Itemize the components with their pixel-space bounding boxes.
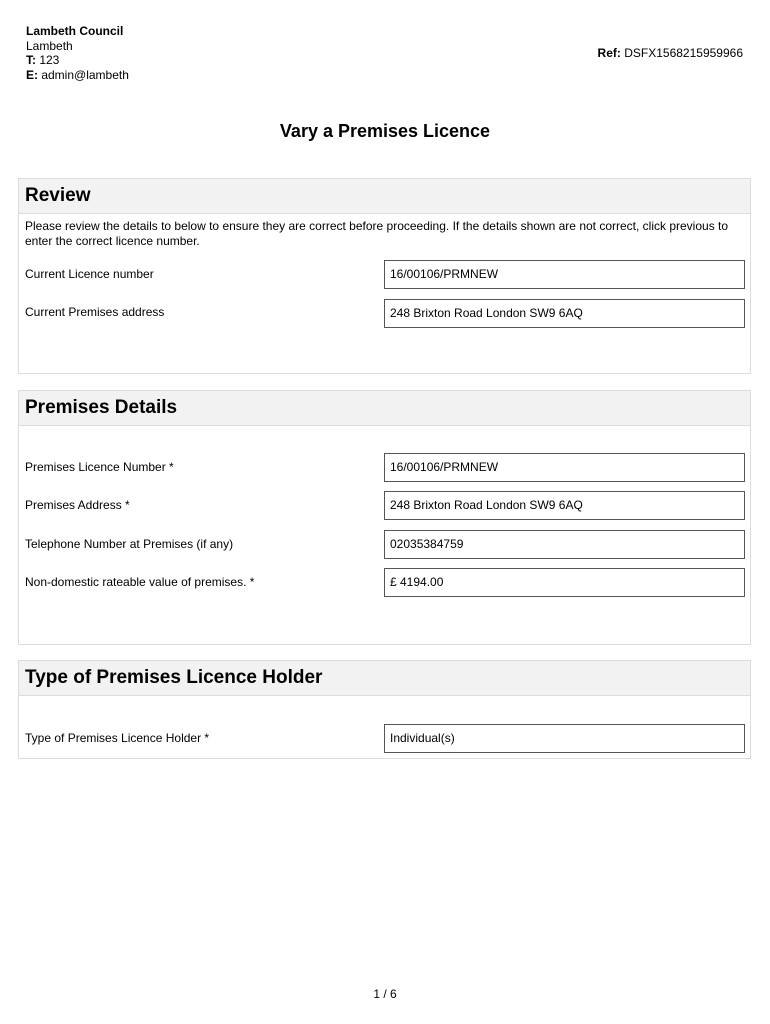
premises-details-section [18,390,751,645]
review-heading: Review [19,179,750,214]
email-value: admin@lambeth [38,67,129,82]
current-premises-address-field[interactable]: 248 Brixton Road London SW9 6AQ [384,299,745,328]
reference [598,46,743,60]
premises-address-field[interactable]: 248 Brixton Road London SW9 6AQ [384,491,745,520]
document-title: Vary a Premises Licence [279,121,491,141]
licence-holder-type-label: Type of Premises Licence Holder * [25,731,210,745]
ref-value: DSFX1568215959966 [620,46,743,60]
licence-holder-type-field[interactable]: Individual(s) [384,724,745,753]
org-email [26,68,129,83]
premises-licence-number-label: Premises Licence Number * [25,460,174,474]
premises-address-label: Premises Address * [25,498,130,512]
licence-holder-heading: Type of Premises Licence Holder [19,661,750,696]
tel-value: 123 [36,53,60,67]
licence-holder-section [18,660,751,759]
current-licence-number-field[interactable]: 16/00106/PRMNEW [384,260,745,289]
review-section [18,178,751,374]
page-number: 1 / 6 [373,987,397,1001]
rateable-value-label: Non-domestic rateable value of premises. * [25,575,255,589]
org-name: Lambeth Council [26,24,124,38]
current-licence-number-label: Current Licence number [25,267,154,281]
telephone-field[interactable]: 02035384759 [384,530,745,559]
rateable-value-field[interactable]: £ 4194.00 [384,568,745,597]
email-label: E: [26,67,38,82]
organisation-block [26,24,129,82]
current-premises-address-label: Current Premises address [25,305,165,319]
premises-licence-number-field[interactable]: 16/00106/PRMNEW [384,453,745,482]
telephone-label: Telephone Number at Premises (if any) [25,537,234,551]
review-intro: Please review the details to below to ensure they are correct before proceeding. If the details shown are not correct, click previous to enter the correct licence number. [25,219,729,248]
org-telephone [26,53,129,68]
ref-label: Ref: [597,46,621,60]
tel-label: T: [26,53,36,67]
org-area: Lambeth [26,38,73,53]
premises-details-heading: Premises Details [19,391,750,426]
